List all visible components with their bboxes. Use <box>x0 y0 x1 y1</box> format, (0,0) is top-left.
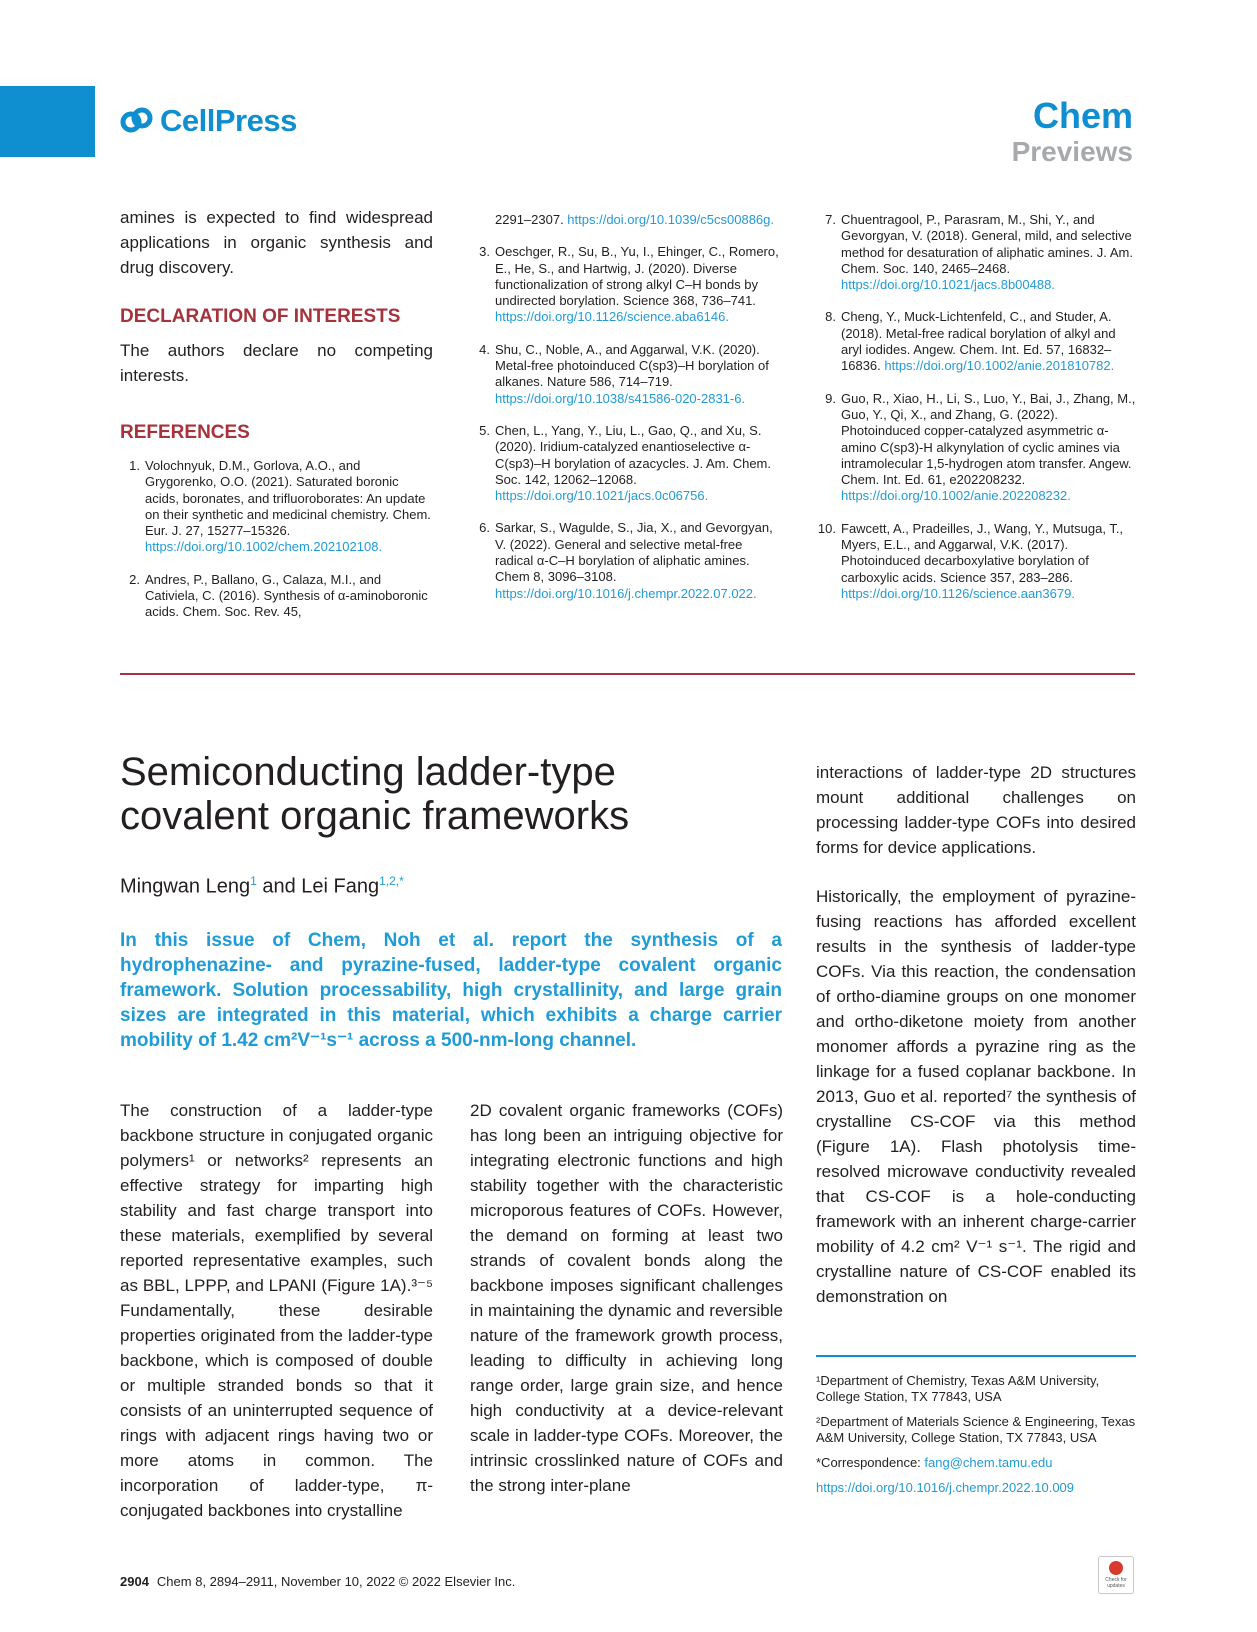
body-column-2: 2D covalent organic frameworks (COFs) has long been an intriguing objective for integrating electronic functions and high stability together with the characteristic microporous features of COFs. However, the demand on forming at least two strands of covalent bonds along the backbone imposes significant challenges in maintaining the dynamic and reversible nature of the framework growth process, leading to difficulty in achieving long range order, large grain size, and hence high conductivity at a device-relevant scale in ladder-type COFs. Moreover, the intrinsic crosslinked nature of COFs and the strong inter-plane <box>470 1101 783 1495</box>
reference-number: 3. <box>479 244 490 260</box>
reference-number: 2. <box>129 571 140 587</box>
reference-list <box>120 458 433 621</box>
body-paragraph: interactions of ladder-type 2D structures mount additional challenges on processing ladder-type COFs into desired forms for device applications. <box>816 763 1136 857</box>
author-name: Mingwan Leng <box>120 875 251 898</box>
body-column-1: The construction of a ladder-type backbone structure in conjugated organic polymers¹ or networks² represents an effective strategy for imparting high stability and fast charge transport into these materials, exemplified by several reported representative examples, such as BBL, LPPP, and LPANI (Figure 1A).³⁻⁵ Fundamentally, these desirable properties originated from the ladder-type backbone, which is composed of double or multiple stranded bonds so that it consists of an uninterrupted sequence of rings with adjacent rings having two or more atoms in common. The incorporation of ladder-type, π-conjugated backbones into crystalline <box>120 1101 433 1520</box>
correspondence <box>816 1455 1136 1471</box>
footnotes <box>816 1373 1136 1505</box>
reference-doi-link[interactable]: https://doi.org/10.1039/c5cs00886g. <box>567 212 775 227</box>
footnote-rule <box>816 1355 1136 1357</box>
journal-header <box>1012 96 1133 168</box>
reference-list <box>470 212 783 602</box>
reference-number: 10. <box>817 520 836 536</box>
correspondence-label: *Correspondence: <box>816 1455 925 1470</box>
affiliation: ²Department of Materials Science & Engineering, Texas A&M University, College Station, TX 77843, USA <box>816 1414 1136 1445</box>
reference-text: 2291–2307. <box>495 212 568 227</box>
declaration-heading: DECLARATION OF INTERESTS <box>120 306 401 327</box>
reference-doi-link[interactable]: https://doi.org/10.1021/jacs.8b00488. <box>841 277 1055 293</box>
reference-number: 7. <box>825 212 836 227</box>
publisher-name: CellPress <box>160 103 297 138</box>
author-separator: and <box>256 875 302 898</box>
email-link[interactable]: fang@chem.tamu.edu <box>924 1455 1053 1470</box>
reference-text: Fawcett, A., Pradeilles, J., Wang, Y., Mutsuga, T., Myers, E.L., and Aggarwal, V.K. (2017). Photoinduced decarboxylative borylation of carboxylic acids. Science 357, 283–286. <box>841 520 1124 585</box>
journal-name: Chem <box>1032 95 1133 136</box>
check-for-updates-badge[interactable] <box>1098 1556 1134 1594</box>
reference-text: Chuentragool, P., Parasram, M., Shi, Y., and Gevorgyan, V. (2018). General, mild, and selective method for desaturation of aliphatic amines. J. Am. Chem. Soc. 140, 2465–2468. <box>841 212 1133 276</box>
section-divider <box>120 673 1135 675</box>
reference-number: 4. <box>479 341 490 357</box>
reference-number: 1. <box>129 458 140 473</box>
doi-link[interactable]: https://doi.org/10.1016/j.chempr.2022.10.009 <box>816 1480 1075 1495</box>
body-paragraph: Historically, the employment of pyrazine-fusing reactions has afforded excellent results in the synthesis of ladder-type COFs. Via this reaction, the condensation of ortho-diamine groups on one monomer and ortho-diketone moiety from another monomer affords a pyrazine ring as the linkage for a fused coplanar backbone. In 2013, Guo et al. reported⁷ the synthesis of crystalline CS-COF via this method (Figure 1A). Flash photolysis time-resolved microwave conductivity revealed that CS-COF is a hole-conducting framework with an inherent charge-carrier mobility of 4.2 cm² V⁻¹ s⁻¹. The rigid and crystalline nature of CS-COF enabled its demonstration on <box>816 887 1136 1306</box>
reference-item <box>470 244 783 325</box>
reference-list <box>816 212 1136 602</box>
reference-number: 6. <box>479 520 490 536</box>
reference-text: Oeschger, R., Su, B., Yu, I., Ehinger, C., Romero, E., He, S., and Hartwig, J. (2020). Diverse functionalization of strong alkyl C–H bonds by undirected borylation. Science 368, 736–741. <box>495 244 779 309</box>
column-1 <box>120 205 433 637</box>
continued-text: amines is expected to find widespread applications in organic synthesis and drug discovery. <box>120 208 433 277</box>
reference-text: Andres, P., Ballano, G., Calaza, M.I., and Cativiela, C. (2016). Synthesis of α-aminoboronic acids. Chem. Soc. Rev. 45, <box>145 571 428 620</box>
badge-label: Check for updates <box>1105 1577 1127 1589</box>
reference-item <box>816 212 1136 293</box>
affiliation-marker[interactable]: 1 <box>250 874 257 888</box>
reference-doi-link[interactable]: https://doi.org/10.1126/science.aan3679. <box>841 585 1075 601</box>
affiliation-marker[interactable]: 1,2,* <box>379 874 404 888</box>
reference-text: Guo, R., Xiao, H., Li, S., Luo, Y., Bai, J., Zhang, M., Guo, Y., Qi, X., and Zhang, G. (2022). Photoinduced copper-catalyzed asymmetric α-amino C(sp3)-H alkynylation of cyclic amines via intramolecular 1,5-hydrogen atom transfer. Angew. Chem. Int. Ed. 61, e202208232. <box>841 390 1136 488</box>
author-line <box>120 868 404 900</box>
publisher-logo[interactable] <box>120 103 297 139</box>
reference-doi-link[interactable]: https://doi.org/10.1021/jacs.0c06756. <box>495 488 709 504</box>
reference-item <box>816 391 1136 505</box>
reference-item <box>120 572 433 621</box>
abstract: In this issue of Chem, Noh et al. report the synthesis of a hydrophenazine- and pyrazine-fused, ladder-type covalent organic framework. Solution processability, high crystallinity, and large grain sizes are integrated in this material, which exhibits a charge carrier mobility of 1.42 cm²V⁻¹s⁻¹ across a 500-nm-long channel. <box>120 930 782 1051</box>
reference-item <box>470 212 783 228</box>
page-number: 2904 <box>120 1574 149 1589</box>
reference-number: 9. <box>825 390 836 406</box>
declaration-text: The authors declare no competing interests. <box>120 341 433 385</box>
page-footer <box>120 1574 515 1589</box>
section-name: Previews <box>1011 136 1133 167</box>
reference-item <box>816 309 1136 374</box>
reference-text: Shu, C., Noble, A., and Aggarwal, V.K. (2020). Metal-free photoinduced C(sp3)–H borylation of alkanes. Nature 586, 714–719. <box>495 341 769 390</box>
author-name: Lei Fang <box>301 875 380 898</box>
reference-doi-link[interactable]: https://doi.org/10.1002/anie.202208232. <box>841 488 1071 504</box>
reference-text: Chen, L., Yang, Y., Liu, L., Gao, Q., and Xu, S. (2020). Iridium-catalyzed enantioselective α-C(sp3)–H borylation of azacycles. J. Am. Chem. Soc. 142, 12062–12068. <box>495 422 771 487</box>
reference-doi-link[interactable]: https://doi.org/10.1016/j.chempr.2022.07.022. <box>495 585 757 601</box>
update-icon <box>1109 1561 1123 1575</box>
reference-item <box>470 520 783 601</box>
article-doi <box>816 1480 1136 1496</box>
accent-block <box>0 86 95 157</box>
references-heading: REFERENCES <box>120 422 250 443</box>
cellpress-logo-icon <box>120 106 154 136</box>
footer-citation: Chem 8, 2894–2911, November 10, 2022 © 2022 Elsevier Inc. <box>156 1574 516 1589</box>
reference-number: 5. <box>479 422 490 438</box>
column-2 <box>470 212 783 618</box>
reference-item <box>816 521 1136 602</box>
reference-doi-link[interactable]: https://doi.org/10.1002/chem.202102108. <box>145 539 383 555</box>
reference-item <box>470 342 783 407</box>
reference-text: Cheng, Y., Muck-Lichtenfeld, C., and Studer, A. (2018). Metal-free radical borylation of alkyl and aryl iodides. Angew. Chem. Int. Ed. 57, 16832–16836. <box>841 309 1116 374</box>
reference-doi-link[interactable]: https://doi.org/10.1002/anie.201810782. <box>884 358 1115 374</box>
reference-item <box>470 423 783 504</box>
body-column-3 <box>816 760 1136 1333</box>
article-title: Semiconducting ladder-type covalent organic frameworks <box>120 750 630 838</box>
reference-doi-link[interactable]: https://doi.org/10.1126/science.aba6146. <box>495 309 729 325</box>
affiliation: ¹Department of Chemistry, Texas A&M University, College Station, TX 77843, USA <box>816 1373 1100 1404</box>
reference-item <box>120 458 433 556</box>
reference-text: Volochnyuk, D.M., Gorlova, A.O., and Grygorenko, O.O. (2021). Saturated boronic acids, boronates, and trifluoroborates: An update on their synthetic and medicinal chemistry. Chem. Eur. J. 27, 15277–15326. <box>145 458 431 539</box>
column-3 <box>816 212 1136 618</box>
reference-doi-link[interactable]: https://doi.org/10.1038/s41586-020-2831-6. <box>495 390 746 406</box>
reference-text: Sarkar, S., Wagulde, S., Jia, X., and Gevorgyan, V. (2022). General and selective metal-free radical α-C–H borylation of aliphatic amines. Chem 8, 3096–3108. <box>495 520 773 585</box>
reference-number: 8. <box>825 309 836 325</box>
